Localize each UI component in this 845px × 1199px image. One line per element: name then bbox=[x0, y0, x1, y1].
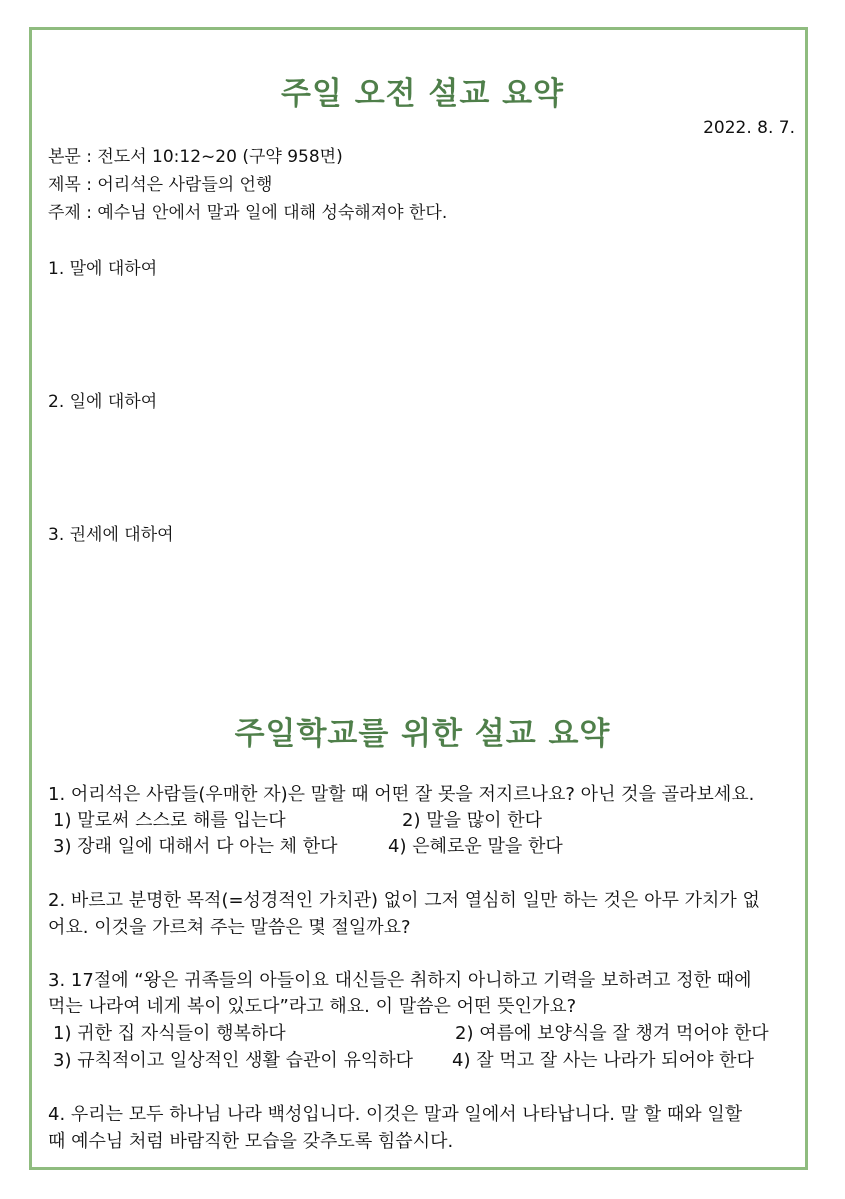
q3-option-2: 2) 여름에 보양식을 잘 챙겨 먹어야 한다 bbox=[455, 1023, 769, 1044]
q3-option-3: 3) 규칙적이고 일상적인 생활 습관이 유익하다 bbox=[53, 1050, 414, 1071]
q1-option-3: 3) 장래 일에 대해서 다 아는 체 한다 bbox=[53, 836, 338, 857]
question-4-line-1: 4. 우리는 모두 하나님 나라 백성입니다. 이것은 말과 일에서 나타납니다. 말 할 때와 일할 bbox=[48, 1104, 743, 1125]
sermon-summary-title: 주일 오전 설교 요약 bbox=[281, 76, 564, 112]
question-3-line-1: 3. 17절에 “왕은 귀족들의 아들이요 대신들은 취하지 아니하고 기력을 보하려고 정한 때에 bbox=[48, 970, 752, 991]
sermon-date: 2022. 8. 7. bbox=[703, 118, 795, 138]
sermon-theme-line: 주제 : 예수님 안에서 말과 일에 대해 성숙해져야 한다. bbox=[48, 203, 448, 223]
q3-option-4: 4) 잘 먹고 잘 사는 나라가 되어야 한다 bbox=[452, 1050, 754, 1071]
question-2-line-1: 2. 바르고 분명한 목적(=성경적인 가치관) 없이 그저 열심히 일만 하는 것은 아무 가치가 없 bbox=[48, 890, 760, 911]
question-4-line-2: 때 예수님 처럼 바람직한 모습을 갖추도록 힘씁시다. bbox=[48, 1131, 454, 1152]
question-3-line-2: 먹는 나라여 네게 복이 있도다”라고 해요. 이 말씀은 어떤 뜻인가요? bbox=[48, 996, 577, 1017]
q3-option-1: 1) 귀한 집 자식들이 행복하다 bbox=[53, 1023, 286, 1044]
sermon-title-line: 제목 : 어리석은 사람들의 언행 bbox=[48, 175, 273, 195]
question-1: 1. 어리석은 사람들(우매한 자)은 말할 때 어떤 잘 못을 저지르나요? 아닌 것을 골라보세요. bbox=[48, 784, 755, 805]
section-heading-authority: 3. 권세에 대하여 bbox=[48, 525, 174, 545]
section-heading-work: 2. 일에 대하여 bbox=[48, 392, 158, 412]
sunday-school-title: 주일학교를 위한 설교 요약 bbox=[234, 716, 611, 752]
section-heading-words: 1. 말에 대하여 bbox=[48, 259, 158, 279]
q1-option-1: 1) 말로써 스스로 해를 입는다 bbox=[53, 810, 286, 831]
q1-option-4: 4) 은혜로운 말을 한다 bbox=[388, 836, 563, 857]
scripture-line: 본문 : 전도서 10:12~20 (구약 958면) bbox=[48, 147, 343, 167]
question-2-line-2: 어요. 이것을 가르쳐 주는 말씀은 몇 절일까요? bbox=[48, 917, 411, 938]
q1-option-2: 2) 말을 많이 한다 bbox=[402, 810, 542, 831]
